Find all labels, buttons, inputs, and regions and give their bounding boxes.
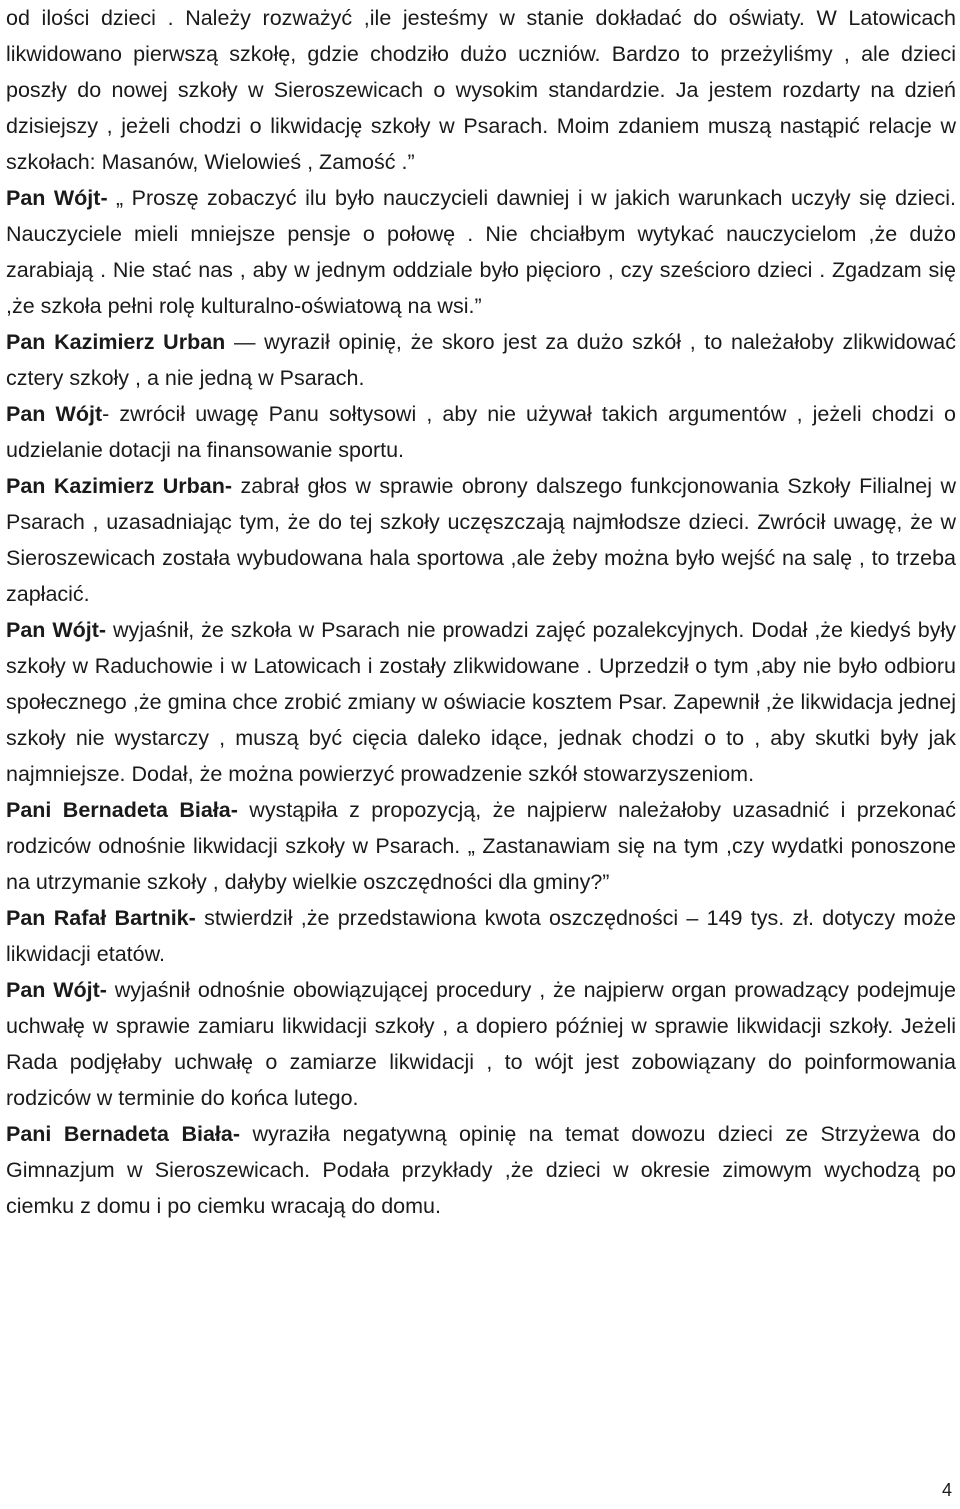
paragraph-8: [6, 900, 956, 972]
speaker-name: Pani Bernadeta Biała-: [6, 798, 238, 822]
speaker-name: Pan Wójt-: [6, 618, 107, 642]
paragraph-text: zabrał głos w sprawie obrony dalszego funkcjonowania Szkoły Filialnej w Psarach , uzasadniając tym, że do tej szkoły uczęszczają najmłodsze dzieci. Zwrócił uwagę, że w Sieroszewicach została wybudowana hala sportowa ,ale żeby można było wejść na salę , to trzeba zapłacić.: [6, 474, 956, 606]
paragraph-2: [6, 180, 956, 324]
paragraph-text: wyjaśnił odnośnie obowiązującej procedury , że najpierw organ prowadzący podejmuje uchwałę w sprawie zamiaru likwidacji szkoły , a dopiero później w sprawie likwidacji szkoły. Jeżeli Rada podjęłaby uchwałę o zamiarze likwidacji , to wójt jest zobowiązany do poinformowania rodziców w terminie do końca lutego.: [6, 978, 956, 1110]
paragraph-text: od ilości dzieci . Należy rozważyć ,ile jesteśmy w stanie dokładać do oświaty. W Latowicach likwidowano pierwszą szkołę, gdzie chodziło dużo uczniów. Bardzo to przeżyliśmy , ale dzieci poszły do nowej szkoły w Sieroszewicach o wysokim standardzie. Ja jestem rozdarty na dzień dzisiejszy , jeżeli chodzi o likwidację szkoły w Psarach. Moim zdaniem muszą nastąpić relacje w szkołach: Masanów, Wielowieś , Zamość .”: [6, 6, 956, 174]
paragraph-text: — wyraził opinię, że skoro jest za dużo szkół , to należałoby zlikwidować cztery szkoły , a nie jedną w Psarach.: [6, 330, 956, 390]
paragraph-3: [6, 324, 956, 396]
page-number: 4: [941, 1480, 952, 1500]
speaker-name: Pan Wójt: [6, 402, 103, 426]
paragraph-1: [6, 0, 956, 180]
speaker-name: Pan Wójt-: [6, 186, 108, 210]
speaker-name: Pan Kazimierz Urban: [6, 330, 226, 354]
paragraph-4: [6, 396, 956, 468]
paragraph-text: wyraziła negatywną opinię na temat dowozu dzieci ze Strzyżewa do Gimnazjum w Sieroszewicach. Podała przykłady ,że dzieci w okresie zimowym wychodzą po ciemku z domu i po ciemku wracają do domu.: [6, 1122, 957, 1218]
speaker-name: Pan Wójt-: [6, 978, 107, 1002]
paragraph-text: wystąpiła z propozycją, że najpierw należałoby uzasadnić i przekonać rodziców odnośnie likwidacji szkoły w Psarach. „ Zastanawiam się na tym ,czy wydatki ponoszone na utrzymanie szkoły , dałyby wielkie oszczędności dla gminy?”: [6, 798, 956, 894]
speaker-name: Pani Bernadeta Biała-: [6, 1122, 240, 1146]
paragraph-9: [6, 972, 956, 1116]
paragraph-text: „ Proszę zobaczyć ilu było nauczycieli dawniej i w jakich warunkach uczyły się dzieci. Nauczyciele mieli mniejsze pensje o połowę . Nie chciałbym wytykać nauczycielom ,że dużo zarabiają . Nie stać nas , aby w jednym oddziale było pięcioro , czy sześcioro dzieci . Zgadzam się ,że szkoła pełni rolę kulturalno-oświatową na wsi.”: [6, 186, 957, 318]
paragraph-text: stwierdził ,że przedstawiona kwota oszczędności – 149 tys. zł. dotyczy może likwidacji etatów.: [6, 906, 956, 966]
paragraph-7: [6, 792, 956, 900]
paragraph-10: [6, 1116, 956, 1224]
paragraph-5: [6, 468, 956, 612]
speaker-name: Pan Rafał Bartnik-: [6, 906, 196, 930]
document-page: [6, 0, 956, 1224]
speaker-name: Pan Kazimierz Urban-: [6, 474, 233, 498]
paragraph-text: - zwrócił uwagę Panu sołtysowi , aby nie używał takich argumentów , jeżeli chodzi o udzielanie dotacji na finansowanie sportu.: [6, 402, 956, 462]
paragraph-6: [6, 612, 956, 792]
paragraph-text: wyjaśnił, że szkoła w Psarach nie prowadzi zajęć pozalekcyjnych. Dodał ,że kiedyś były szkoły w Raduchowie i w Latowicach i zostały zlikwidowane . Uprzedził o tym ,aby nie było odbioru społecznego ,że gmina chce zrobić zmiany w oświacie kosztem Psar. Zapewnił ,że likwidacja jednej szkoły nie wystarczy , muszą być cięcia daleko idące, jednak chodzi o to , aby skutki były jak najmniejsze. Dodał, że można powierzyć prowadzenie szkół stowarzyszeniom.: [6, 618, 957, 786]
